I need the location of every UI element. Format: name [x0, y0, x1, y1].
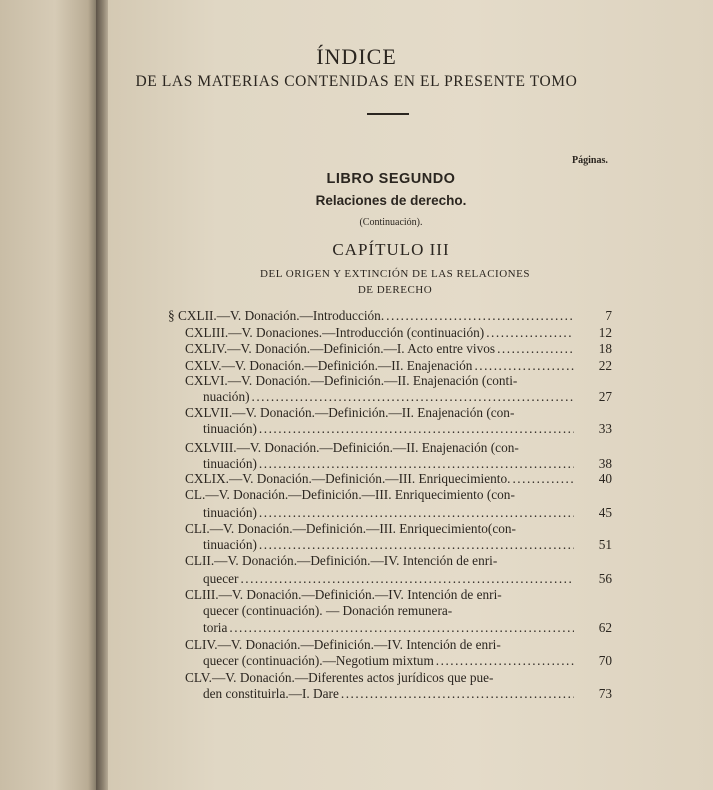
toc-entry-line: [185, 373, 517, 390]
leader-dots: [497, 341, 574, 357]
toc-entry-line: [185, 325, 576, 342]
toc-entry-line: [203, 421, 576, 438]
section-heading: Relaciones de derecho.: [315, 193, 467, 208]
toc-page-number: 70: [598, 653, 612, 668]
toc-page-number: 22: [598, 358, 612, 373]
continuation-note: (Continuación).: [359, 217, 423, 228]
title-divider: [367, 113, 409, 115]
toc-entry-text: tinuación): [203, 537, 257, 552]
chapter-subtitle-line-2: DE DERECHO: [357, 284, 433, 296]
toc-entry-line: [185, 471, 576, 488]
leader-dots: [341, 686, 574, 702]
leader-dots: [512, 471, 574, 487]
toc-page-number: 51: [598, 537, 612, 552]
toc-entry-text: toria: [203, 620, 228, 635]
toc-entry-text: tinuación): [203, 505, 257, 520]
toc-entry-line: [185, 440, 519, 457]
toc-entry-line: [185, 553, 497, 570]
toc-entry-text: nuación): [203, 389, 250, 404]
toc-page-number: 18: [598, 341, 612, 356]
toc-entry-line: [185, 637, 501, 654]
leader-dots: [240, 571, 574, 587]
toc-entry-text: CLII.—V. Donación.—Definición.—IV. Intención de enri-: [185, 553, 498, 568]
toc-entry-text: § CXLII.—V. Donación.—Introducción.: [168, 308, 385, 323]
leader-dots: [229, 620, 574, 636]
toc-entry-line: [185, 587, 502, 604]
leader-dots: [386, 308, 574, 324]
toc-entry-text: tinuación): [203, 421, 257, 436]
toc-page-number: 45: [598, 505, 612, 520]
toc-entry-text: CLIII.—V. Donación.—Definición.—IV. Intención de enri-: [185, 587, 502, 602]
toc-entry-text: quecer (continuación).—Negotium mixtum: [203, 653, 434, 668]
toc-entry-text: CLIV.—V. Donación.—Definición.—IV. Intención de enri-: [185, 637, 501, 652]
toc-entry-line: [203, 571, 576, 588]
leader-dots: [259, 537, 574, 553]
previous-page: [0, 0, 100, 790]
toc-page-number: 40: [598, 471, 612, 486]
toc-entry-line: [203, 389, 576, 406]
toc-entry-text: CLI.—V. Donación.—Definición.—III. Enriquecimiento(con-: [185, 521, 516, 536]
chapter-heading: CAPÍTULO III: [332, 240, 450, 259]
toc-entry-text: CXLVIII.—V. Donación.—Definición.—II. Enajenación (con-: [185, 440, 519, 455]
toc-page-number: 7: [605, 308, 612, 323]
toc-entry-text: CXLIV.—V. Donación.—Definición.—I. Acto entre vivos: [185, 341, 496, 356]
toc-entry-text: tinuación): [203, 456, 257, 471]
toc-entry-line: [203, 505, 576, 522]
toc-entry-line: [203, 686, 576, 703]
toc-entry-text: CXLV.—V. Donación.—Definición.—II. Enajenación: [185, 358, 473, 373]
toc-entry-line: [168, 308, 576, 325]
toc-entry-text: CL.—V. Donación.—Definición.—III. Enriquecimiento (con-: [185, 487, 515, 502]
toc-entry-line: [185, 405, 514, 422]
toc-entry-text: den constituirla.—I. Dare: [203, 686, 339, 701]
toc-entry-line: [185, 521, 516, 538]
toc-page-number: 73: [598, 686, 612, 701]
leader-dots: [259, 421, 574, 437]
leader-dots: [474, 358, 574, 374]
toc-entry-line: [203, 620, 576, 637]
leader-dots: [259, 505, 574, 521]
chapter-subtitle-line-1: DEL ORIGEN Y EXTINCIÓN DE LAS RELACIONES: [260, 268, 530, 280]
toc-page-number: 27: [598, 389, 612, 404]
toc-page-number: 33: [598, 421, 612, 436]
toc-page-number: 38: [598, 456, 612, 471]
toc-entry-line: [185, 487, 515, 504]
toc-entry-line: [185, 341, 576, 358]
toc-entry-line: [203, 653, 576, 670]
leader-dots: [436, 653, 574, 669]
page-title: ÍNDICE: [316, 44, 397, 69]
toc-entry-line: [203, 537, 576, 554]
toc-entry-text: CXLIX.—V. Donación.—Definición.—III. Enriquecimiento.: [185, 471, 511, 486]
pages-column-label: Páginas.: [572, 155, 608, 166]
toc-entry-line: [185, 670, 493, 687]
toc-entry-text: quecer: [203, 571, 239, 586]
book-heading: LIBRO SEGUNDO: [326, 171, 456, 187]
toc-entry-text: CXLVII.—V. Donación.—Definición.—II. Enajenación (con-: [185, 405, 515, 420]
toc-entry-text: CLV.—V. Donación.—Diferentes actos jurídicos que pue-: [185, 670, 494, 685]
toc-page-number: 62: [598, 620, 612, 635]
toc-entry-text: CXLVI.—V. Donación.—Definición.—II. Enajenación (conti-: [185, 373, 518, 388]
leader-dots: [486, 325, 574, 341]
toc-page-number: 12: [598, 325, 612, 340]
toc-entry-text: quecer (continuación). — Donación remunera-: [203, 603, 453, 618]
toc-entry-text: CXLIII.—V. Donaciones.—Introducción (continuación): [185, 325, 485, 340]
toc-entry-line: [203, 603, 452, 620]
leader-dots: [252, 389, 574, 405]
toc-page-number: 56: [598, 571, 612, 586]
leader-dots: [259, 456, 574, 472]
chapter-subtitle: [230, 266, 560, 298]
page-subtitle: DE LAS MATERIAS CONTENIDAS EN EL PRESENTE TOMO: [135, 73, 578, 90]
